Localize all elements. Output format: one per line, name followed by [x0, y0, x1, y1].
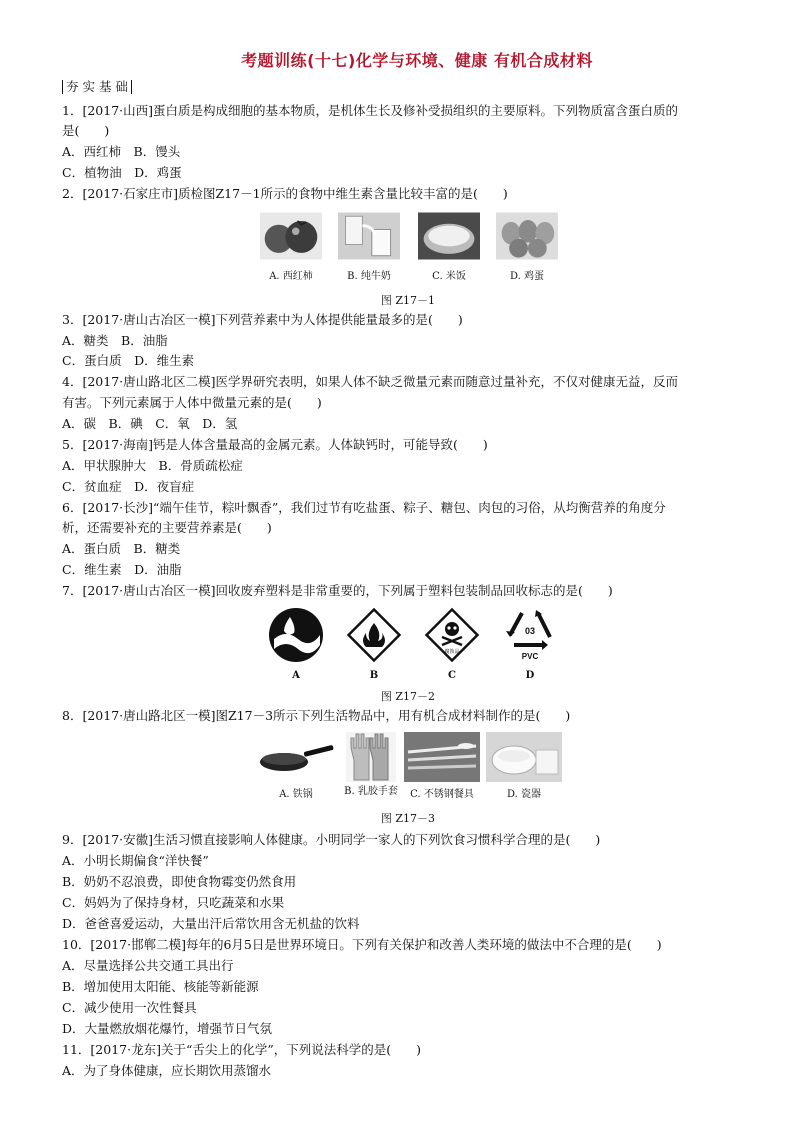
figure-label: D. 鸡蛋: [509, 271, 545, 282]
figure-label: C. 不锈钢餐具: [410, 789, 474, 800]
figure-porcelain: [486, 732, 562, 800]
q4-stem: 4．[2017·唐山路北区二模]医学界研究表明，如果人体不缺乏微量元素而随意过量补充，不仅对健康无益，反而: [62, 374, 678, 389]
figure-tomato: [258, 212, 324, 282]
wok-image: [256, 732, 336, 782]
flammable-symbol: [344, 605, 404, 665]
q2-stem: 2．[2017·石家庄市]质检图Z17－1所示的食物中维生素含量比较丰富的是( ): [62, 186, 508, 201]
q9-option-a: A．小明长期偏食“洋快餐”: [62, 853, 209, 868]
figure-label: B. 乳胶手套: [344, 786, 398, 797]
recycle-code: 03: [524, 626, 536, 636]
milk-image: [338, 212, 400, 260]
q3-options-ab: A．糖类 B．油脂: [62, 333, 168, 348]
figure-caption: 图 Z17－3: [380, 812, 436, 825]
q6-stem: 6．[2017·长沙]“端午佳节，粽叶飘香”，我们过节有吃盐蛋、粽子、糖包、肉包的习俗，从均衡营养的角度分: [62, 500, 666, 515]
figure-label: A. 铁锅: [279, 789, 313, 800]
q3-stem: 3．[2017·唐山古冶区一模]下列营养素中为人体提供能量最多的是( ): [62, 312, 463, 327]
q10-option-c: C．减少使用一次性餐具: [62, 1000, 197, 1015]
figure-label: B. 纯牛奶: [347, 271, 391, 282]
q5-options-ab: A．甲状腺肿大 B．骨质疏松症: [62, 458, 243, 473]
water-saving-symbol: [266, 605, 326, 665]
q6-options-cd: C．维生素 D．油脂: [62, 562, 182, 577]
q1-options-cd: C．植物油 D．鸡蛋: [62, 165, 182, 180]
q9-option-d: D．爸爸喜爱运动，大量出汗后常饮用含无机盐的饮料: [62, 916, 360, 931]
section-heading: 夯 实 基 础: [62, 80, 132, 94]
figure-rice: [416, 212, 482, 282]
cutlery-image: [404, 732, 480, 782]
q5-stem: 5．[2017·海南]钙是人体含量最高的金属元素。人体缺钙时，可能导致( ): [62, 437, 488, 452]
q10-option-a: A．尽量选择公共交通工具出行: [62, 958, 234, 973]
q8-stem: 8．[2017·唐山路北区一模]图Z17－3所示下列生活物品中，用有机合成材料制作的是( ): [62, 708, 571, 723]
symbol-label: B: [369, 670, 379, 681]
q5-options-cd: C．贫血症 D．夜盲症: [62, 479, 195, 494]
q6-options-ab: A．蛋白质 B．糖类: [62, 541, 181, 556]
gloves-image: [346, 732, 396, 782]
toxic-label-text: 腐蚀品: [444, 649, 460, 655]
q10-option-b: B．增加使用太阳能、核能等新能源: [62, 979, 259, 994]
q10-option-d: D．大量燃放烟花爆竹，增强节日气氛: [62, 1021, 273, 1036]
q9-stem: 9．[2017·安徽]生活习惯直接影响人体健康。小明同学一家人的下列饮食习惯科学合理的是( ): [62, 832, 601, 847]
figure-gloves: [336, 732, 406, 797]
q9-option-c: C．妈妈为了保持身材，只吃蔬菜和水果: [62, 895, 285, 910]
q1-stem-cont: 是( ): [62, 123, 110, 138]
q1-options-ab: A．西红柿 B．馒头: [62, 144, 181, 159]
symbol-label: C: [448, 670, 456, 681]
figure-caption: 图 Z17－2: [380, 690, 436, 703]
rice-image: [418, 212, 480, 260]
q10-stem: 10．[2017·邯郸二模]每年的6月5日是世界环境日。下列有关保护和改善人类环境的做法中不合理的是( ): [62, 937, 662, 952]
toxic-symbol: [422, 605, 482, 665]
figure-caption: 图 Z17－1: [380, 294, 436, 307]
q6-stem-cont: 析，还需要补充的主要营养素是( ): [62, 520, 272, 535]
q11-option-a: A．为了身体健康，应长期饮用蒸馏水: [62, 1063, 272, 1078]
q9-option-b: B．奶奶不忍浪费，即使食物霉变仍然食用: [62, 874, 297, 889]
figure-wok: [256, 732, 336, 800]
figure-milk: [336, 212, 402, 282]
eggs-image: [496, 212, 558, 260]
figure-cutlery: [404, 732, 480, 800]
q1-stem: 1．[2017·山西]蛋白质是构成细胞的基本物质，是机体生长及修补受损组织的主要原料。下列物质富含蛋白质的: [62, 103, 678, 118]
porcelain-image: [486, 732, 562, 782]
q11-stem: 11．[2017·龙东]关于“舌尖上的化学”，下列说法科学的是( ): [62, 1042, 421, 1057]
figure-eggs: [494, 212, 560, 282]
figure-label: A. 西红柿: [269, 271, 313, 282]
q3-options-cd: C．蛋白质 D．维生素: [62, 353, 195, 368]
q4-stem-cont: 有害。下列元素属于人体中微量元素的是( ): [62, 395, 322, 410]
tomato-image: [260, 212, 322, 260]
figure-label: C. 米饭: [432, 271, 466, 282]
symbol-label: D: [525, 670, 535, 681]
recycle-material: PVC: [521, 652, 539, 661]
q7-stem: 7．[2017·唐山古冶区一模]回收废弃塑料是非常重要的，下列属于塑料包装制品回收标志的是( ): [62, 583, 613, 598]
symbol-label: A: [292, 670, 300, 681]
page-title: 考题训练(十七)化学与环境、健康 有机合成材料: [241, 51, 593, 70]
figure-label: D. 瓷器: [506, 789, 542, 800]
q4-options: A．碳 B．碘 C．氧 D．氢: [62, 416, 238, 431]
recycle-pvc-symbol: [500, 603, 560, 663]
